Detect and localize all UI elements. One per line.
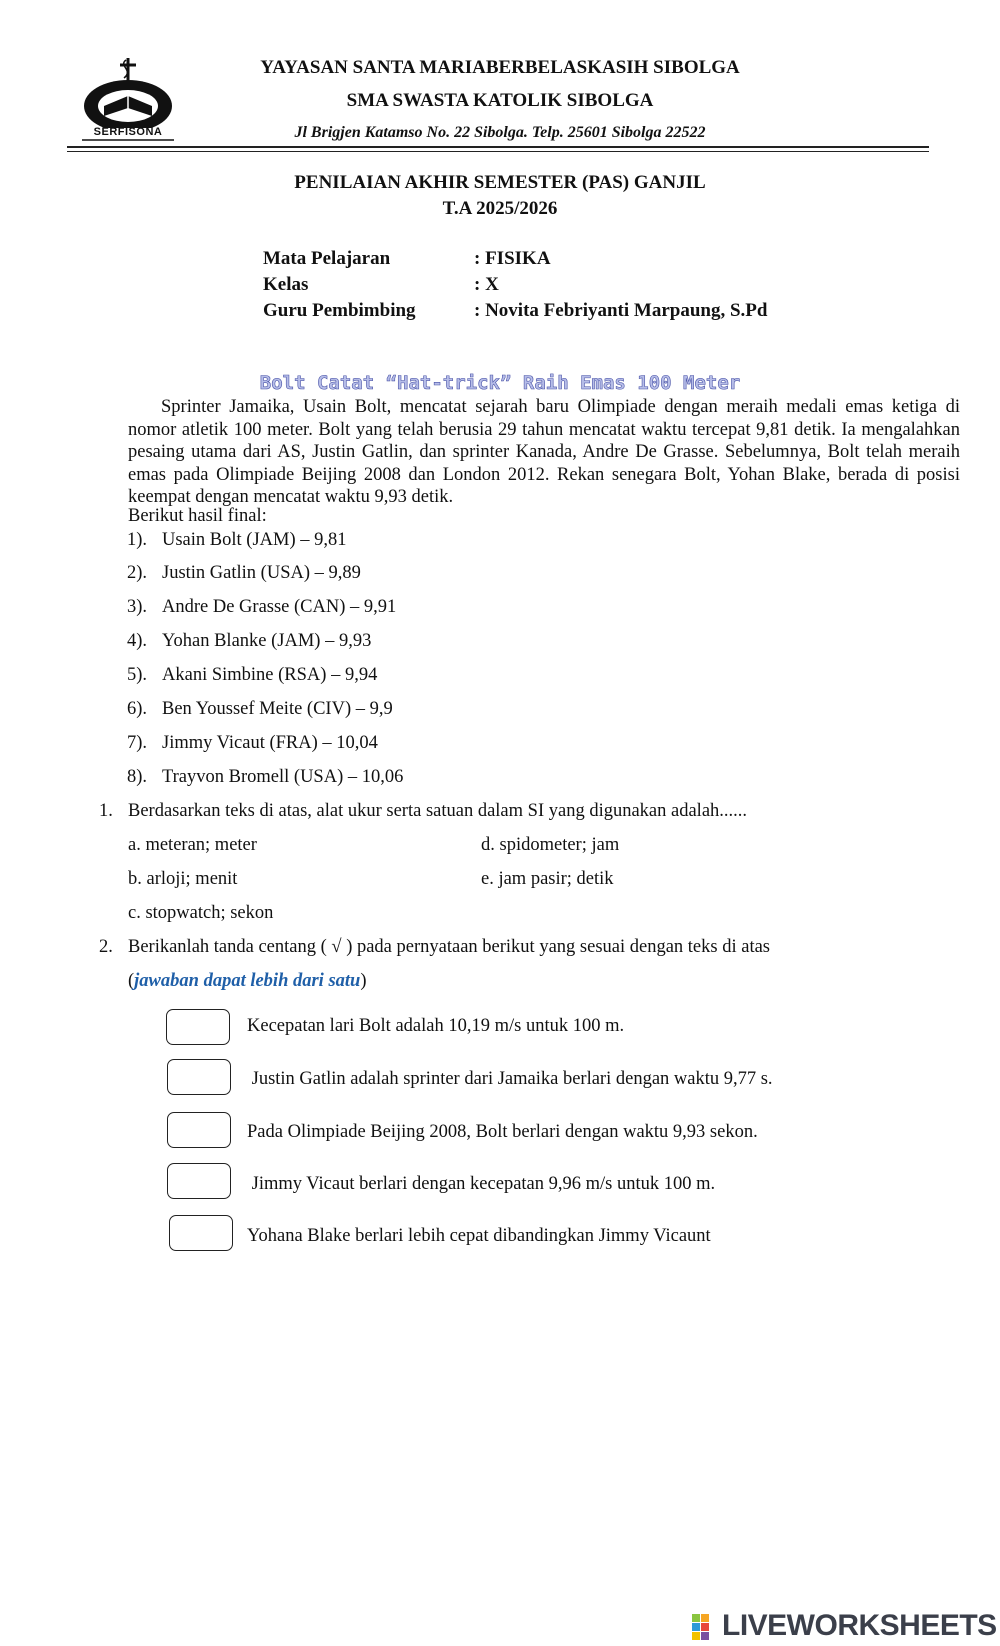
result-num: 2).: [127, 563, 148, 583]
question-2-number: 2.: [99, 937, 113, 957]
result-num: 6).: [127, 699, 148, 719]
question-1-number: 1.: [99, 801, 113, 821]
result-num: 7).: [127, 733, 148, 753]
info-value-class: : X: [474, 274, 499, 295]
question-2-note: [128, 971, 367, 992]
info-value-subject: : FISIKA: [474, 248, 551, 269]
statement-checkbox[interactable]: [167, 1059, 231, 1095]
liveworksheets-watermark: LIVEWORKSHEETS: [722, 1609, 997, 1642]
info-value-teacher: : Novita Febriyanti Marpaung, S.Pd: [474, 300, 768, 321]
info-label-class: Kelas: [263, 274, 309, 295]
exam-title: PENILAIAN AKHIR SEMESTER (PAS) GANJIL: [294, 172, 706, 193]
liveworksheets-logo-icon: [692, 1614, 718, 1640]
result-text: Andre De Grasse (CAN) – 9,91: [162, 597, 397, 617]
info-label-teacher: Guru Pembimbing: [263, 300, 416, 321]
result-text: Trayvon Bromell (USA) – 10,06: [162, 767, 404, 787]
header-rule-thick: [67, 146, 929, 148]
school-logo: [78, 56, 178, 142]
result-num: 5).: [127, 665, 148, 685]
article-paragraph: [128, 396, 960, 509]
result-text: Justin Gatlin (USA) – 9,89: [162, 563, 361, 583]
foundation-name: YAYASAN SANTA MARIABERBELASKASIH SIBOLGA: [260, 57, 740, 78]
article-title: Bolt Catat “Hat-trick” Raih Emas 100 Meter: [259, 372, 741, 394]
statement-text: Jimmy Vicaut berlari dengan kecepatan 9,96 m/s untuk 100 m.: [247, 1174, 716, 1194]
q1-option-b[interactable]: b. arloji; menit: [128, 869, 238, 889]
result-num: 4).: [127, 631, 148, 651]
q1-option-d[interactable]: d. spidometer; jam: [481, 835, 620, 855]
note-text: jawaban dapat lebih dari satu: [134, 971, 361, 991]
question-2-text: Berikanlah tanda centang ( √ ) pada pernyataan berikut yang sesuai dengan teks di atas: [128, 937, 770, 957]
note-paren-open: (: [128, 971, 135, 991]
note-paren-close: ): [360, 971, 367, 991]
statement-checkbox[interactable]: [166, 1009, 230, 1045]
result-text: Usain Bolt (JAM) – 9,81: [162, 530, 347, 550]
statement-text: Justin Gatlin adalah sprinter dari Jamaika berlari dengan waktu 9,77 s.: [247, 1069, 773, 1089]
result-text: Akani Simbine (RSA) – 9,94: [162, 665, 378, 685]
header-rule-thin: [67, 151, 929, 152]
logo-text: SERFISONA: [93, 126, 163, 138]
result-num: 1).: [127, 530, 148, 550]
q1-option-c[interactable]: c. stopwatch; sekon: [128, 903, 274, 923]
statement-text: Pada Olimpiade Beijing 2008, Bolt berlari dengan waktu 9,93 sekon.: [247, 1122, 758, 1142]
q1-option-a[interactable]: a. meteran; meter: [128, 835, 257, 855]
statement-checkbox[interactable]: [169, 1215, 233, 1251]
school-address: Jl Brigjen Katamso No. 22 Sibolga. Telp. 25601 Sibolga 22522: [294, 124, 706, 141]
statement-checkbox[interactable]: [167, 1112, 231, 1148]
statement-checkbox[interactable]: [167, 1163, 231, 1199]
result-text: Yohan Blanke (JAM) – 9,93: [162, 631, 372, 651]
result-num: 8).: [127, 767, 148, 787]
result-text: Ben Youssef Meite (CIV) – 9,9: [162, 699, 393, 719]
question-1-text: Berdasarkan teks di atas, alat ukur serta satuan dalam SI yang digunakan adalah......: [128, 801, 748, 821]
statement-text: Kecepatan lari Bolt adalah 10,19 m/s untuk 100 m.: [247, 1016, 625, 1036]
result-num: 3).: [127, 597, 148, 617]
article-paragraph-text: Sprinter Jamaika, Usain Bolt, mencatat sejarah baru Olimpiade dengan meraih medali emas ketiga di nomor atletik 100 meter. Bolt yang telah berusia 29 tahun mencatat waktu tercepat 9,81 detik. Ia mengalahkan pesaing utama dari AS, Justin Gatlin, dan sprinter Kanada, Andre De Grasse. Sebelumnya, Bolt telah meraih emas pada Olimpiade Beijing 2008 dan London 2012. Rekan senegara Bolt, Yohan Blake, berada di posisi keempat dengan mencatat waktu 9,93 detik.: [128, 397, 960, 507]
statement-text: Yohana Blake berlari lebih cepat dibandingkan Jimmy Vicaunt: [247, 1226, 711, 1246]
exam-year: T.A 2025/2026: [442, 198, 558, 219]
info-label-subject: Mata Pelajaran: [263, 248, 391, 269]
results-intro: Berikut hasil final:: [128, 506, 267, 526]
school-name: SMA SWASTA KATOLIK SIBOLGA: [346, 90, 654, 111]
q1-option-e[interactable]: e. jam pasir; detik: [481, 869, 614, 889]
result-text: Jimmy Vicaut (FRA) – 10,04: [162, 733, 378, 753]
